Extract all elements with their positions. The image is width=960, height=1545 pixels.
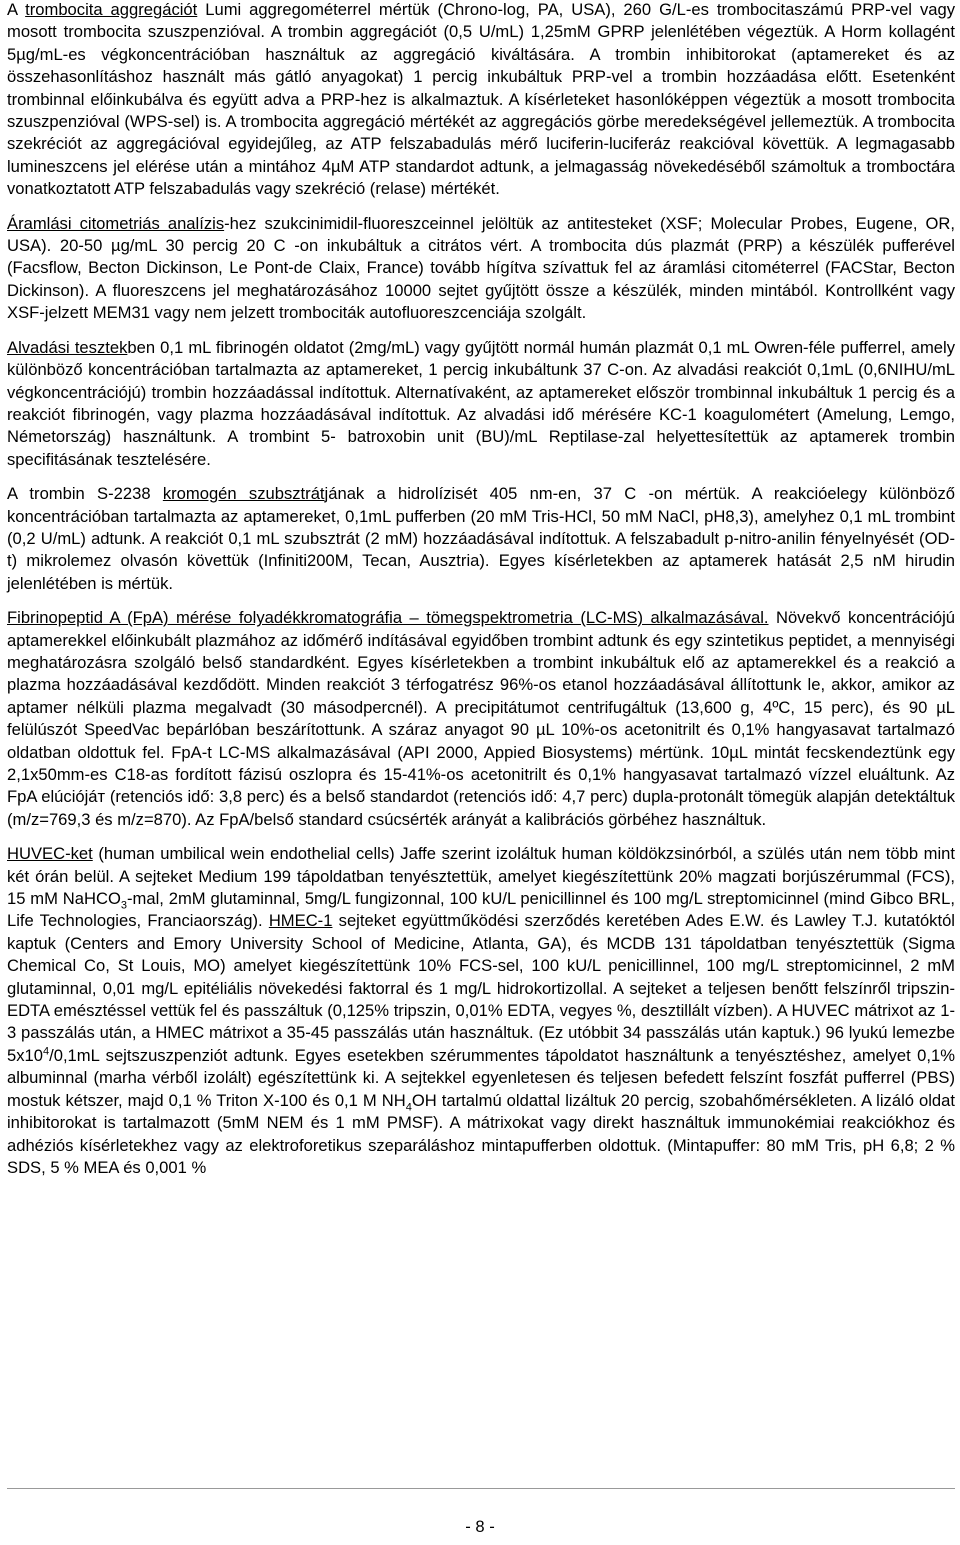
underlined-term: HMEC-1 — [268, 911, 333, 931]
text-run: /0,1mL sejtszuszpenziót adtunk. Egyes esetekben szérummentes tápoldatot használtunk a tenyésztéshez, amelyet 0,1% albuminnal (marha vérből izolált) egészítettünk ki. A sejtekkel egyenletesen és teljesen befedett felszínt foszfát pufferrel (PBS) mostuk kétszer, majd 0,1 % Triton X-100 és 0,1 M NH — [7, 1045, 955, 1110]
paragraph-huvec — [7, 843, 955, 1179]
text-run: ben 0,1 mL fibrinogén oldatot (2mg/mL) vagy gyűjtött normál humán plazmát 0,1 mL Owren-féle pufferrel, amely különböző koncentrációban tartalmazta az aptamereket, 1 percig inkubáltunk 37 C-on. Az alvadási reakciót 0,1mL (0,6NIHU/mL végkoncentrációjú) trombin hozzáadással indítottuk. Alternatívaként, az aptamereket először trombinnal inkubáltuk 1 percig és a reakciót fibrinogén, vagy plazma hozzáadásával indítottuk. Az alvadási idő mérésére KC-1 koagulométert (Amelung, Lemgo, Németország) használtunk. A trombint 5- batroxobin unit (BU)/mL Reptilase-zal helyettesítettük az aptamerek trombin specifitásának tesztelésére. — [7, 337, 955, 469]
text-run: OH tartalmú oldattal lizáltuk 20 percig, szobahőmérsékleten. A lizáló oldat inhibitorokat is tartalmazott (5mM NEM és 1 mM PMSF). A mátrixokat vagy direkt használtuk immunokémiai reakciókhoz és adhéziós kísérletekhez vagy az elektroforetikus szeparáláshoz mintapufferben oldottuk. (Mintapuffer: 80 mM Tris, pH 6,8; 2 % SDS, 5 % MEA és 0,001 % — [7, 1090, 955, 1177]
text-run: -hez szukcinimidil-fluoreszceinnel jelöltük az antitesteket (XSF; Molecular Probes, Eugene, OR, USA). 20-50 µg/mL 30 percig 20 C -on inkubáltuk a citrátos vért. A trombocita dús plazmát (PRP) a készülék pufferével (Facsflow, Becton Dickinson, Le Pont-de Claix, France) tovább hígítva szívattuk fel az áramlási citométerrel (FACStar, Becton Dickinson). A fluoreszcens jel meghatározásához 10000 sejtet gyűjtött össze a készülék, minden mintából. Kontrollként vagy XSF-jelzett MEM31 vagy nem jelzett trombociták autofluoreszcenciája szolgált. — [7, 213, 956, 323]
text-run: -mal, 2mM glutaminnal, 5mg/L fungizonnal, 100 kU/L penicillinnel és 100 mg/L streptomicinnel (mind Gibco BRL, Life Technologies, Franciaország). — [7, 889, 955, 931]
underlined-term: Alvadási tesztek — [7, 337, 128, 357]
subscript: 3 — [120, 899, 128, 912]
paragraph-coagulation-tests — [7, 337, 955, 471]
underlined-term: kromogén szubsztrát — [162, 484, 325, 504]
underlined-term: Fibrinopeptid A (FpA) mérése folyadékkromatográfia – tömegspektrometria (LC-MS) alkalmazásával. — [7, 608, 769, 628]
text-run: A — [7, 0, 26, 19]
text-run: Lumi aggregométerrel mértük (Chrono-log, PA, USA), 260 G/L-es trombocitaszámú PRP-vel vagy mosott trombocita szuszpenzióval. A trombin aggregációt (0,5 U/mL) 1,25mM GPRP jelenlétében végeztük. A Horm kollagént 5µg/mL-es végkoncentrációban használtuk az aggregáció kiváltására. A trombin inhibitorokat (aptamereket és az összehasonlításhoz használt más gátló anyagokat) 1 percig inkubáltuk PRP-vel a trombin hozzáadása előtt. Esetenként trombinnal előinkubálva és együtt adva a PRP-hez is alkalmaztuk. A kísérleteket hasonlóképpen végeztük a mosott trombocita szuszpenzióval (WPS-sel) is. A trombocita aggregáció mértékét az aggregációs görbe meredekségével jellemeztük. A trombocita szekréciót az aggregációval egyidejűleg, az ATP felszabadulás mérő luciferin-luciferáz reakcióval követtük. A legmagasabb lumineszcens jel elérése után a mintához 4µM ATP standardot adtunk, a jelmagasság növekedéséből számoltuk a tromboctára vonatkoztatott ATP felszabadulás vagy szekréció (relase) mértékét. — [7, 0, 955, 199]
paragraph-fibrinopeptide — [7, 607, 955, 831]
text-run: A trombin S-2238 — [7, 484, 163, 504]
underlined-term: HUVEC-ket — [7, 844, 93, 864]
paragraph-chromogenic-substrate — [7, 483, 955, 595]
underlined-term: Áramlási citometriás analízis — [7, 213, 225, 233]
text-run: (human umbilical wein endothelial cells) Jaffe szerint izoláltuk human köldökzsinórból, a szülés után nem több mint két órán belül. A sejteket Medium 199 tápoldatban tenyésztettük, amelyet kiegészítettünk 20% magzati borjúszérummal (FCS), 15 mM NaHCO — [7, 844, 955, 909]
footer-divider — [7, 1488, 955, 1489]
subscript: 4 — [405, 1101, 412, 1113]
paragraph-flow-cytometry — [7, 213, 955, 325]
document-body — [7, 0, 955, 1191]
text-run: Növekvő koncentrációjú aptamerekkel előinkubált plazmához az időmérő indításával egyidőben trombint adtunk és egy szintetikus peptidet, a mennyiségi meghatározásra szolgáló belső standardként. Egyes kísérletekben a trombint inkubáltuk elő az aptamerekkel és a reakció a plazma hozzáadásával kezdődött. Minden reakciót 3 térfogatrész 96%-os etanol hozzáadásával állítottunk le, akkor, amikor az aptamer nélküli plazma megalvadt (30 másodpercnél). A precipitátumot centrifugáltuk (13,600 g, 4ºC, 15 perc), és 90 µL felülúszót SpeedVac bepárlóban beszárítottunk. A száraz anyagot 90 µL 10%-os acetonitrilt és 0,1% hangyasavat tartalmazó oldatban oldottuk fel. FpA-t LC-MS alkalmazásával (API 2000, Appied Biosystems) mértünk. 10µL mintát fecskendeztünk egy 2,1x50mm-es C18-as fordított fázisú oszlopra és 15-41%-os acetonitrilt és 0,1% hangyasavat tartalmazó vízzel eluáltunk. Az FpA elúciójáт (retenciós idő: 3,8 perc) és a belső standardot (retenciós idő: 4,7 perc) dupla-protonált tömegük alapján detektáltuk (m/z=769,3 és m/z=870). Az FpA/belső standard csúcsérték arányát a kalibrációs görbéhez használtuk. — [7, 608, 955, 829]
underlined-term: trombocita aggregációt — [25, 0, 198, 19]
superscript: 4 — [42, 1045, 50, 1058]
text-run: jának a hidrolízisét 405 nm-en, 37 C -on mértük. A reakcióelegy különböző koncentrációban tartalmazta az aptamereket, 0,1mL pufferben (20 mM Tris-HCl, 50 mM NaCl, pH8,3), amelyhez 0,1 mL trombint (0,2 U/mL) adtunk. A reakciót 0,1 mL szubsztrát (2 mM) hozzáadásával indítottuk. A felszabadult p-nitro-anilin fényelnyését (OD-t) mikrolemez olvasón követtük (Infiniti200M, Tecan, Ausztria). Egyes kísérletekben az aptamerek hatását 2,5 nM hirudin jelenlétében is mértük. — [7, 484, 955, 593]
text-run: sejteket együttműködési szerződés keretében Ades E.W. és Lawley T.J. kutatóktól kaptuk (Centers and Emory University School of Medicine, Atlanta, GA), és MCDB 131 tápoldatban tenyésztettük (Sigma Chemical Co, St Louis, MO) amelyet kiegészítettünk 10% FCS-sel, 100 kU/L penicillinnel, 100 mg/L streptomicinnel, 2 mM glutaminnal, 0,01 mg/L epitéliális növekedési faktorral és 1 mg/L hidrokortizollal. A sejteket a teljesen benőtt felszínről tripszin-EDTA emésztéssel vettük fel és passzáltuk (0,125% tripszin, 0,01% EDTA, vegyes %, desztillált vízben). A HUVEC mátrixot az 1-3 passzálás után, a HMEC mátrixot a 35-45 passzálás után használtuk. (Ez utóbbit 34 passzálás után kaptuk.) 96 lyukú lemezbe 5x10 — [7, 911, 955, 1065]
page-number: - 8 - — [465, 1517, 495, 1536]
paragraph-aggregation — [7, 0, 955, 201]
